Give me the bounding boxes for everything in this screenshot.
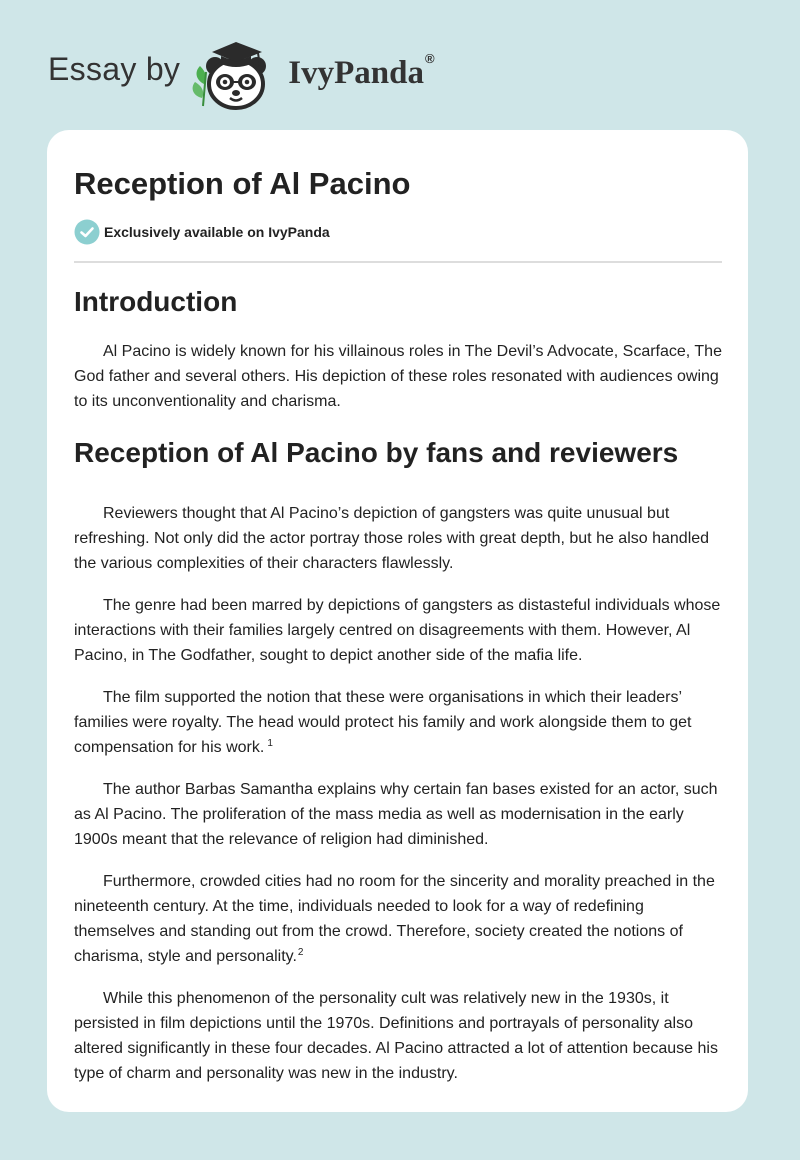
paragraph: The genre had been marred by depictions of gangsters as distasteful individuals whose interactions with their families largely centred on disagreements with them. However, Al Pacino, in The Godfather, sought to depict another side of the mafia life. (74, 597, 721, 664)
paragraph-text: The film supported the notion that these were organisations in which their leaders’ families were royalty. The head would protect his family and work alongside them to get compensation for his work. (74, 689, 692, 756)
brand-name: IvyPanda® (288, 50, 435, 91)
paragraph: Al Pacino is widely known for his villainous roles in The Devil’s Advocate, Scarface, The God father and several others. His depiction of these roles resonated with audiences owing to its unconventionality and charisma. (74, 343, 722, 410)
footnote-marker[interactable]: 1 (267, 737, 273, 749)
section-heading-introduction: Introduction (74, 286, 238, 317)
section-heading-reception: Reception of Al Pacino by fans and reviewers (74, 437, 679, 468)
title-divider (74, 261, 722, 263)
registered-mark: ® (424, 50, 435, 66)
paragraph-text: Furthermore, crowded cities had no room for the sincerity and morality preached in the nineteenth century. At the time, individuals needed to look for a way of redefining themselves and standing out from the crowd. Therefore, society created the notions of charisma, style and personality. (74, 873, 715, 965)
paragraph: The author Barbas Samantha explains why certain fan bases existed for an actor, such as Al Pacino. The proliferation of the mass media as well as modernisation in the early 1900s meant that the relevance of religion had diminished. (74, 781, 718, 848)
paragraph: While this phenomenon of the personality cult was relatively new in the 1930s, it persisted in film depictions until the 1970s. Definitions and portrayals of personality also altered significantly in these four decades. Al Pacino attracted a lot of attention because his type of charm and personality was new in the industry. (74, 990, 718, 1082)
brand-prefix: Essay by (48, 50, 181, 87)
paragraph: Reviewers thought that Al Pacino’s depiction of gangsters was quite unusual but refreshing. Not only did the actor portray those roles with great depth, but he also handled the various complexities of their characters flawlessly. (74, 505, 710, 572)
essay-card (47, 130, 748, 1112)
paragraph (74, 869, 722, 969)
footnote-marker[interactable]: 2 (297, 946, 304, 958)
check-circle-icon (74, 219, 100, 245)
availability-badge-label: Exclusively available on IvyPanda (104, 224, 330, 240)
paragraph (74, 685, 722, 760)
availability-badge (74, 219, 722, 245)
page-title: Reception of Al Pacino (74, 166, 411, 201)
panda-graduate-icon (188, 32, 284, 112)
brand-header (48, 32, 435, 112)
